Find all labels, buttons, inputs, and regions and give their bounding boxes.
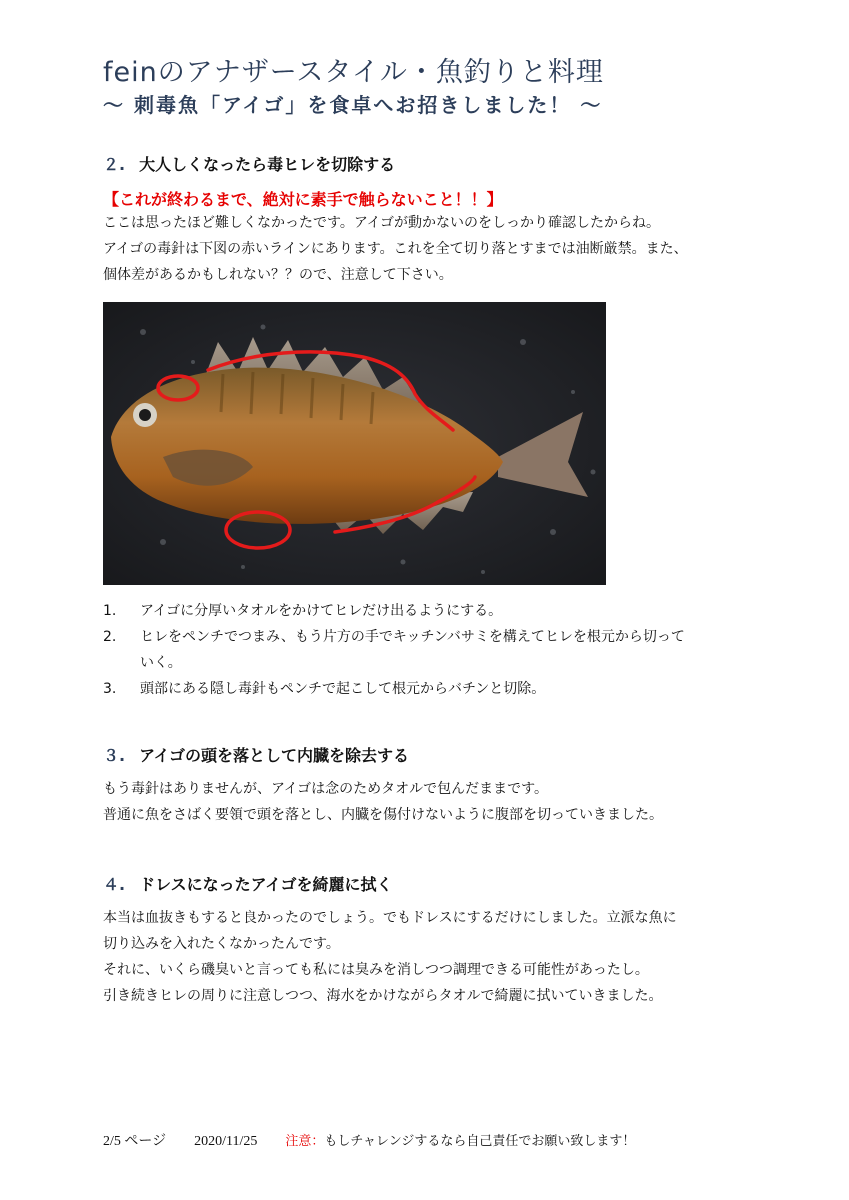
list-item xyxy=(103,624,763,676)
section-2-title: 大人しくなったら毒ヒレを切除する xyxy=(139,155,396,174)
fish-pupil xyxy=(139,409,151,421)
body-line: アイゴの毒針は下図の赤いラインにあります。これを全て切り落とすまでは油断厳禁。また、 xyxy=(103,241,688,257)
section-4-number: ４. xyxy=(103,875,126,894)
step-text: 頭部にある隠し毒針もペンチで起こして根元からバチンと切除。 xyxy=(140,681,546,697)
procedure-steps xyxy=(103,598,763,702)
step-text-continued: いく。 xyxy=(140,655,182,671)
body-line: それに、いくら磯臭いと言っても私には臭みを消しつつ調理できる可能性があったし。 xyxy=(103,962,649,978)
fish-photo xyxy=(103,302,606,585)
body-line: ここは思ったほど難しくなかったです。アイゴが動かないのをしっかり確認したからね。 xyxy=(103,215,661,231)
section-3-heading xyxy=(103,743,409,766)
caution-text: もしチャレンジするなら自己責任でお願い致します！ xyxy=(324,1134,636,1149)
step-number: 2. xyxy=(103,629,117,645)
section-4-body xyxy=(103,905,763,1009)
footer-date: 2020/11/25 xyxy=(194,1134,258,1149)
list-item xyxy=(103,676,763,702)
section-3-body xyxy=(103,776,763,828)
section-2-number: ２. xyxy=(103,155,126,174)
section-2-heading xyxy=(103,152,395,175)
body-line: もう毒針はありませんが、アイゴは念のためタオルで包んだままです。 xyxy=(103,781,549,797)
page-footer xyxy=(103,1130,635,1150)
page-number: 2/5 ページ xyxy=(103,1134,167,1149)
step-text: アイゴに分厚いタオルをかけてヒレだけ出るようにする。 xyxy=(140,603,503,619)
body-line: 個体差があるかもしれない？？ので、注意して下さい。 xyxy=(103,267,453,283)
step-text: ヒレをペンチでつまみ、もう片方の手でキッチンバサミを構えてヒレを根元から切って xyxy=(140,629,685,645)
list-item xyxy=(103,598,763,624)
body-line: 引き続きヒレの周りに注意しつつ、海水をかけながらタオルで綺麗に拭いていきました。 xyxy=(103,988,663,1004)
body-line: 普通に魚をさばく要領で頭を落とし、内臓を傷付けないように腹部を切っていきました。 xyxy=(103,807,663,823)
step-number: 3. xyxy=(103,681,117,697)
section-4-title: ドレスになったアイゴを綺麗に拭く xyxy=(139,875,393,894)
section-3-number: ３. xyxy=(103,746,126,765)
fish-illustration xyxy=(103,302,606,585)
section-2-body xyxy=(103,210,763,288)
body-line: 本当は血抜きもすると良かったのでしょう。でもドレスにするだけにしました。立派な魚に xyxy=(103,910,677,926)
document-subtitle: ～ 刺毒魚「アイゴ」を食卓へお招きしました！ ～ xyxy=(103,93,603,117)
section-4-heading xyxy=(103,872,393,895)
warning-text: 【これが終わるまで、絶対に素手で触らないこと！！】 xyxy=(103,190,503,209)
document-title: feinのアナザースタイル・魚釣りと料理 xyxy=(103,57,604,88)
caution-label: 注意： xyxy=(285,1134,325,1149)
body-line: 切り込みを入れたくなかったんです。 xyxy=(103,936,340,952)
section-3-title: アイゴの頭を落として内臓を除去する xyxy=(139,746,410,765)
step-number: 1. xyxy=(103,603,117,619)
